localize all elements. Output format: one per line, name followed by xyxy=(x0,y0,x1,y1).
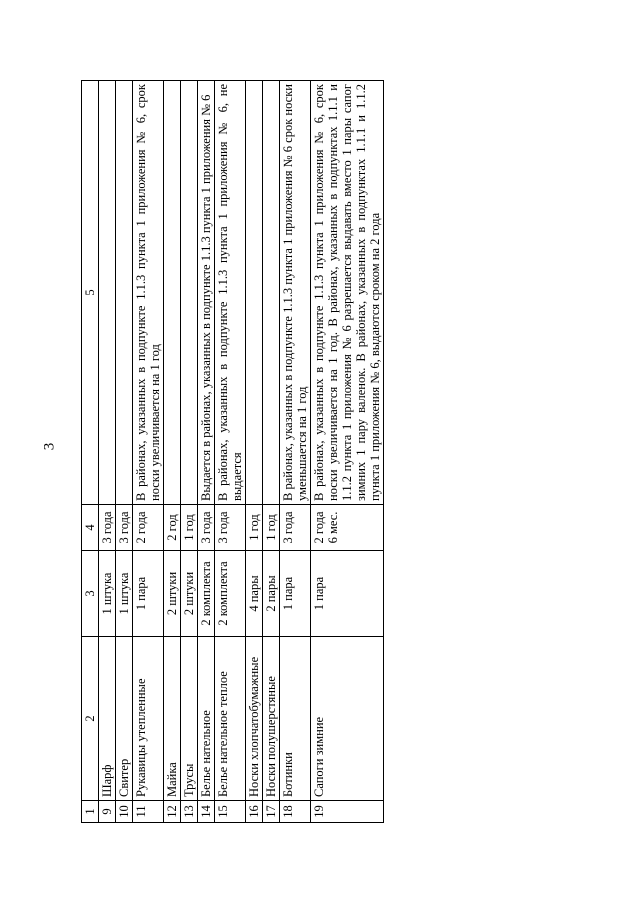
quantity: 2 штуки xyxy=(164,551,181,637)
note xyxy=(263,81,280,505)
wear-term: 3 года xyxy=(280,505,311,551)
table-row xyxy=(99,81,116,823)
note: В районах, указанных в подпункте 1.1.3 пункта 1 приложения № 6, срок носки увеличивается на 1 год. В районах, указанных в подпунктах 1.1.1 и 1.1.2 пункта 1 приложения № 6 разрешается выдавать вместо 1 пары сапог зимних 1 пару валенок. В районах, указанных в подпунктах 1.1.1 и 1.1.2 пункта 1 приложения № 6, выдаются сроком на 2 года xyxy=(311,81,384,505)
row-number: 13 xyxy=(181,801,198,823)
table-row xyxy=(164,81,181,823)
item-name: Свитер xyxy=(116,637,133,801)
table-row xyxy=(215,81,246,823)
quantity: 1 пара xyxy=(311,551,384,637)
row-number: 17 xyxy=(263,801,280,823)
row-number: 12 xyxy=(164,801,181,823)
table-row xyxy=(181,81,198,823)
page-number: 3 xyxy=(41,442,58,451)
header-col-4: 4 xyxy=(82,505,99,551)
item-name: Майка xyxy=(164,637,181,801)
wear-term: 2 года 6 мес. xyxy=(311,505,384,551)
table-row xyxy=(246,81,263,823)
table-header-row xyxy=(82,81,99,823)
note xyxy=(246,81,263,505)
table-row xyxy=(116,81,133,823)
note xyxy=(164,81,181,505)
quantity: 2 пары xyxy=(263,551,280,637)
wear-term: 3 года xyxy=(99,505,116,551)
quantity: 1 пара xyxy=(133,551,164,637)
row-number: 18 xyxy=(280,801,311,823)
quantity: 1 штука xyxy=(116,551,133,637)
note xyxy=(99,81,116,505)
clothing-norms-table xyxy=(81,80,384,823)
quantity: 2 штуки xyxy=(181,551,198,637)
quantity: 2 комплекта xyxy=(215,551,246,637)
row-number: 19 xyxy=(311,801,384,823)
note: Выдается в районах, указанных в подпункте 1.1.3 пункта 1 приложения № 6 xyxy=(198,81,215,505)
item-name: Трусы xyxy=(181,637,198,801)
row-number: 11 xyxy=(133,801,164,823)
note: В районах, указанных в подпункте 1.1.3 пункта 1 приложения № 6, не выдается xyxy=(215,81,246,505)
row-number: 14 xyxy=(198,801,215,823)
item-name: Белье нательное теплое xyxy=(215,637,246,801)
item-name: Ботинки xyxy=(280,637,311,801)
table-row xyxy=(263,81,280,823)
item-name: Рукавицы утепленные xyxy=(133,637,164,801)
quantity: 2 комплекта xyxy=(198,551,215,637)
row-number: 10 xyxy=(116,801,133,823)
item-name: Белье нательное xyxy=(198,637,215,801)
quantity: 4 пары xyxy=(246,551,263,637)
table-row xyxy=(198,81,215,823)
header-col-5: 5 xyxy=(82,81,99,505)
item-name: Носки полушерстяные xyxy=(263,637,280,801)
row-number: 9 xyxy=(99,801,116,823)
item-name: Носки хлопчатобумажные xyxy=(246,637,263,801)
wear-term: 3 года xyxy=(198,505,215,551)
row-number: 15 xyxy=(215,801,246,823)
wear-term: 1 год xyxy=(181,505,198,551)
header-col-3: 3 xyxy=(82,551,99,637)
table-row xyxy=(280,81,311,823)
quantity: 1 штука xyxy=(99,551,116,637)
row-number: 16 xyxy=(246,801,263,823)
wear-term: 2 года xyxy=(133,505,164,551)
note xyxy=(181,81,198,505)
wear-term: 3 года xyxy=(116,505,133,551)
note xyxy=(116,81,133,505)
header-col-2: 2 xyxy=(82,637,99,801)
item-name: Шарф xyxy=(99,637,116,801)
header-col-1: 1 xyxy=(82,801,99,823)
wear-term: 1 год xyxy=(246,505,263,551)
item-name: Сапоги зимние xyxy=(311,637,384,801)
quantity: 1 пара xyxy=(280,551,311,637)
note: В районах, указанных в подпункте 1.1.3 пункта 1 приложения № 6, срок носки увеличивается на 1 год xyxy=(133,81,164,505)
table-row xyxy=(311,81,384,823)
rotated-table-area xyxy=(81,81,525,823)
wear-term: 2 год xyxy=(164,505,181,551)
table-row xyxy=(133,81,164,823)
note: В районах, указанных в подпункте 1.1.3 пункта 1 приложения № 6 срок носки уменьшается на 1 год xyxy=(280,81,311,505)
rotated-table-inner xyxy=(81,81,525,823)
wear-term: 1 год xyxy=(263,505,280,551)
wear-term: 3 года xyxy=(215,505,246,551)
